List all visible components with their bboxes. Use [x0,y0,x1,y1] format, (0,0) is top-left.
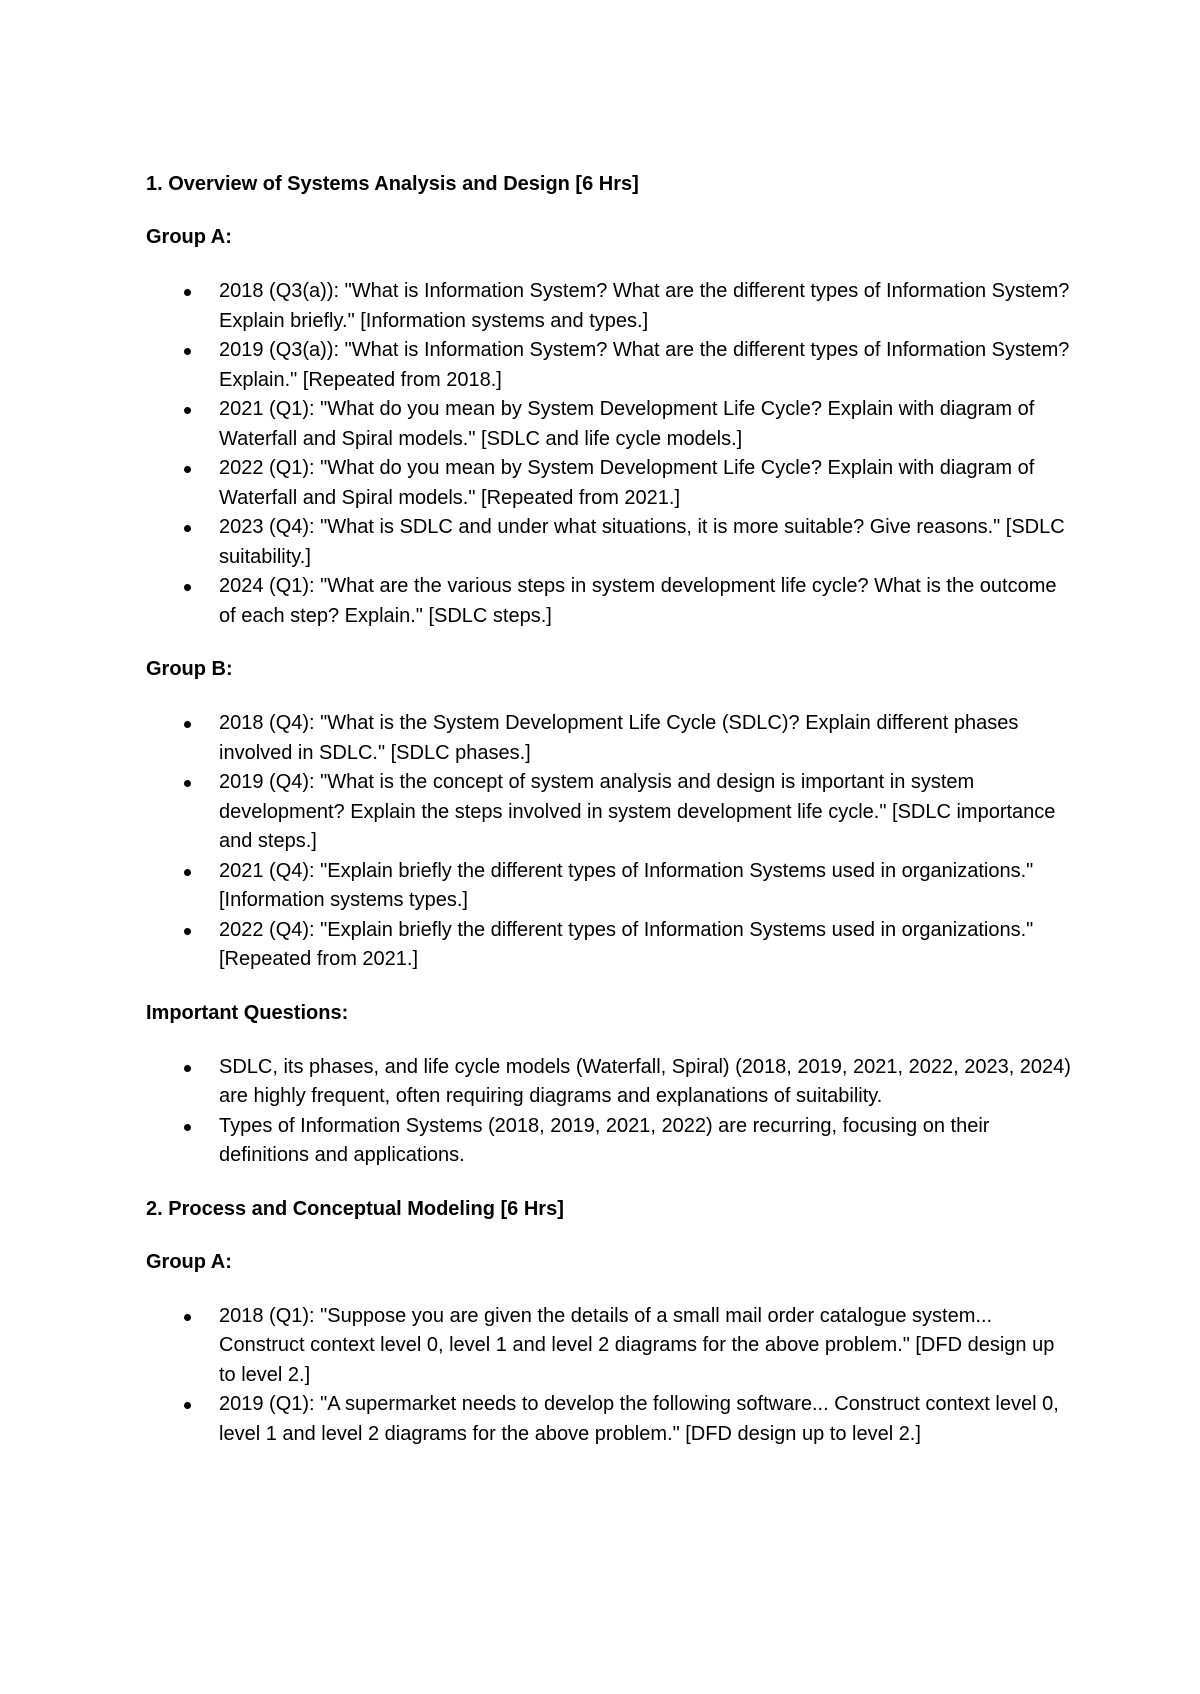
question-list [146,1053,1076,1171]
list-item: 2019 (Q3(a)): "What is Information System? What are the different types of Information System? Explain." [Repeated from 2018.] [146,336,1076,395]
group-label: Group A: [146,1250,232,1273]
section-process-modeling [146,1195,1076,1450]
question-list [146,277,1076,631]
bullet-icon [184,721,191,728]
group-b-block [146,655,1076,975]
list-item: 2022 (Q4): "Explain briefly the different types of Information Systems used in organizations." [Repeated from 2021.] [146,916,1076,975]
group-a-block [146,223,1076,631]
list-item: 2019 (Q1): "A supermarket needs to develop the following software... Construct context level 0, level 1 and level 2 diagrams for the above problem." [DFD design up to level 2.] [146,1390,1076,1449]
list-item: 2018 (Q1): "Suppose you are given the details of a small mail order catalogue system... Construct context level 0, level 1 and level 2 diagrams for the above problem." [DFD design up to level 2.] [146,1302,1076,1391]
list-item: 2023 (Q4): "What is SDLC and under what situations, it is more suitable? Give reasons." [SDLC suitability.] [146,513,1076,572]
bullet-icon [184,1402,191,1409]
list-item: 2024 (Q1): "What are the various steps in system development life cycle? What is the outcome of each step? Explain." [SDLC steps.] [146,572,1076,631]
group-label: Group B: [146,658,233,680]
bullet-icon [184,869,191,876]
list-item: 2022 (Q1): "What do you mean by System Development Life Cycle? Explain with diagram of Waterfall and Spiral models." [Repeated from 2021.] [146,454,1076,513]
list-item: 2018 (Q3(a)): "What is Information System? What are the different types of Information System? Explain briefly." [Information systems and types.] [146,277,1076,336]
list-item: Types of Information Systems (2018, 2019, 2021, 2022) are recurring, focusing on their definitions and applications. [146,1112,1076,1171]
document-content [146,170,1076,1449]
important-questions-block [146,999,1076,1171]
bullet-icon [184,1124,191,1131]
bullet-icon [184,407,191,414]
section-overview [146,170,1076,1171]
list-item: 2018 (Q4): "What is the System Development Life Cycle (SDLC)? Explain different phases involved in SDLC." [SDLC phases.] [146,709,1076,768]
question-list [146,1302,1076,1450]
section-heading: 1. Overview of Systems Analysis and Design [6 Hrs] [146,173,639,195]
bullet-icon [184,1065,191,1072]
bullet-icon [184,584,191,591]
group-a-block [146,1248,1076,1450]
list-item: SDLC, its phases, and life cycle models (Waterfall, Spiral) (2018, 2019, 2021, 2022, 2023, 2024) are highly frequent, often requiring diagrams and explanations of suitability. [146,1053,1076,1112]
bullet-icon [184,348,191,355]
list-item: 2021 (Q1): "What do you mean by System Development Life Cycle? Explain with diagram of Waterfall and Spiral models." [SDLC and life cycle models.] [146,395,1076,454]
group-label: Important Questions: [146,1001,349,1024]
question-list [146,709,1076,975]
bullet-icon [184,466,191,473]
list-item: 2021 (Q4): "Explain briefly the different types of Information Systems used in organizations." [Information systems types.] [146,857,1076,916]
bullet-icon [184,928,191,935]
bullet-icon [184,289,191,296]
bullet-icon [184,1314,191,1321]
list-item: 2019 (Q4): "What is the concept of system analysis and design is important in system development? Explain the steps involved in system development life cycle." [SDLC importance and steps.] [146,768,1076,857]
bullet-icon [184,780,191,787]
group-label: Group A: [146,226,232,248]
section-heading: 2. Process and Conceptual Modeling [6 Hrs] [146,1197,564,1220]
bullet-icon [184,525,191,532]
